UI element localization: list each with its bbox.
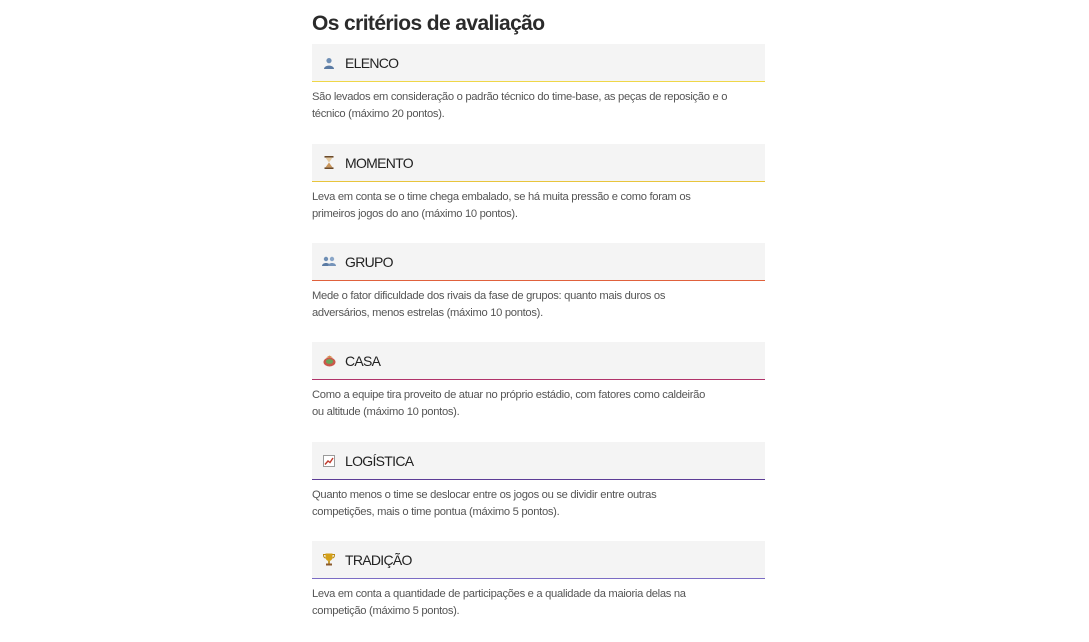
- criterion-description: Mede o fator dificuldade dos rivais da fase de grupos: quanto mais duros os adversários, menos estrelas (máximo 10 pontos).: [312, 290, 666, 319]
- criterion-grupo: [312, 243, 765, 336]
- criterion-description: Como a equipe tira proveito de atuar no próprio estádio, com fatores como caldeirão ou altitude (máximo 10 pontos).: [312, 389, 705, 418]
- criterion-header: [312, 442, 765, 480]
- criterion-header: [312, 541, 765, 579]
- stadium-icon: [322, 354, 336, 368]
- criterion-momento: [312, 144, 765, 237]
- criterion-description: Quanto menos o time se deslocar entre os jogos ou se dividir entre outras competições, mais o time pontua (máximo 5 pontos).: [312, 489, 657, 518]
- criterion-elenco: [312, 44, 765, 137]
- criterion-name: ELENCO: [345, 54, 399, 71]
- criterion-description: Leva em conta se o time chega embalado, se há muita pressão e como foram os primeiros jogos do ano (máximo 10 pontos).: [312, 191, 691, 220]
- group-icon: [322, 255, 336, 269]
- criterion-name: CASA: [345, 352, 381, 369]
- criterion-header: [312, 144, 765, 182]
- criterion-logistica: [312, 442, 765, 535]
- chart-icon: [322, 454, 336, 468]
- criterion-header: [312, 44, 765, 82]
- criterion-name: MOMENTO: [345, 154, 413, 171]
- criterion-casa: [312, 342, 765, 435]
- criterion-description: Leva em conta a quantidade de participações e a qualidade da maioria delas na competição (máximo 5 pontos).: [312, 588, 686, 617]
- criterion-header: [312, 342, 765, 380]
- criterion-name: TRADIÇÃO: [345, 551, 412, 568]
- trophy-icon: [322, 553, 336, 567]
- criteria-article: [312, 0, 765, 634]
- criterion-name: GRUPO: [345, 253, 393, 270]
- hourglass-icon: [322, 156, 336, 170]
- person-icon: [322, 56, 336, 70]
- page-title: Os critérios de avaliação: [312, 12, 545, 35]
- criterion-header: [312, 243, 765, 281]
- criterion-name: LOGÍSTICA: [345, 452, 414, 469]
- criterion-tradicao: [312, 541, 765, 634]
- criterion-description: São levados em consideração o padrão técnico do time-base, as peças de reposição e o técnico (máximo 20 pontos).: [312, 91, 728, 120]
